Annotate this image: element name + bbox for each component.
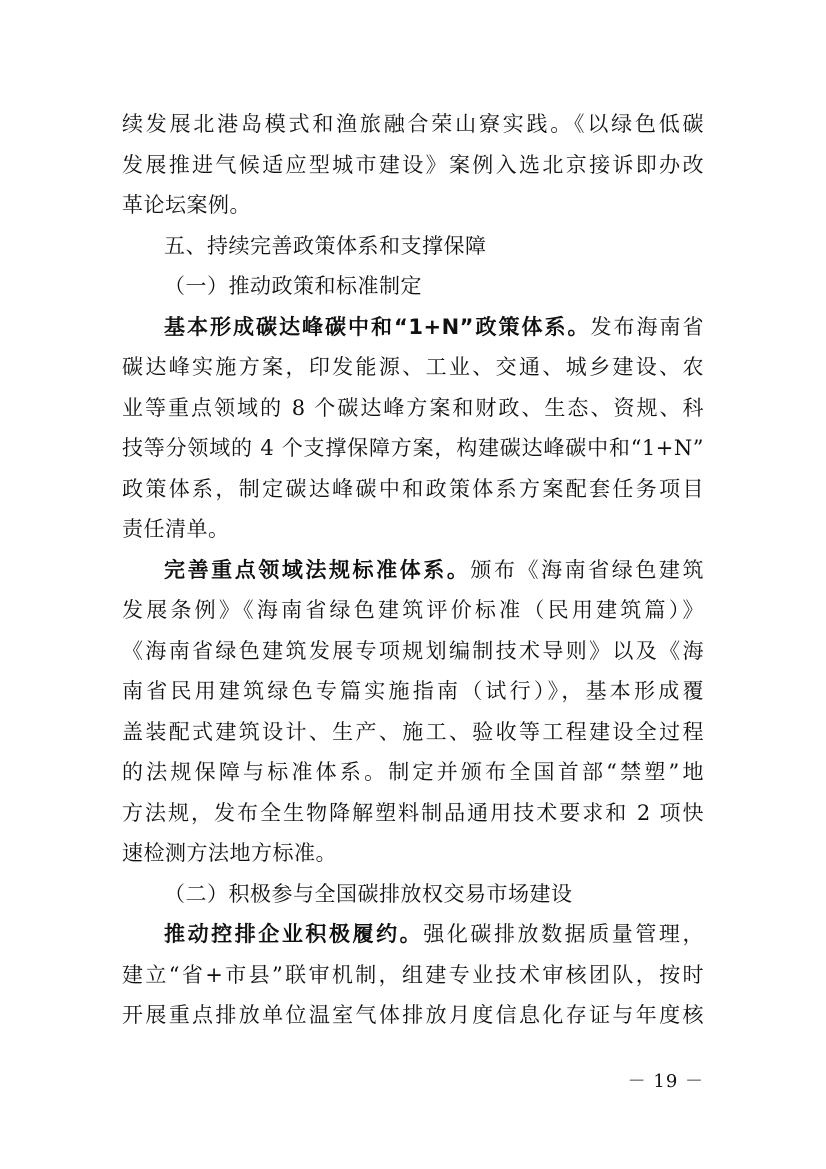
paragraph-text: 颁布《海南省绿色建筑 [470, 557, 705, 582]
text-line: 碳达峰实施方案，印发能源、工业、交通、城乡建设、农 [122, 355, 704, 379]
text-line: 开展重点排放单位温室气体排放月度信息化存证与年度核 [122, 1003, 704, 1027]
paragraph-first-line [122, 307, 704, 348]
text-line: 业等重点领域的 8 个碳达峰方案和财政、生态、资规、科 [122, 395, 704, 420]
paragraph-text: 强化碳排放数据质量管理， [423, 922, 704, 946]
paragraph-lead: 基本形成碳达峰碳中和“1+N”政策体系。 [164, 314, 591, 339]
text-line: 盖装配式建筑设计、生产、施工、验收等工程建设全过程 [122, 719, 704, 744]
text-line: 建立“省+市县”联审机制，组建专业技术审核团队，按时 [122, 962, 704, 987]
paragraph-first-line [122, 550, 704, 591]
page-number: － 19 － [627, 1071, 704, 1092]
text-line: 技等分领域的 4 个支撑保障方案，构建碳达峰碳中和“1+N” [122, 436, 704, 460]
text-line: 方法规，发布全生物降解塑料制品通用技术要求和 2 项快 [122, 800, 704, 825]
paragraph-first-line [122, 914, 704, 955]
text-line: 革论坛案例。 [122, 193, 251, 217]
text-line: 政策体系，制定碳达峰碳中和政策体系方案配套任务项目 [122, 476, 704, 501]
subsection-heading: （二）积极参与全国碳排放权交易市场建设 [164, 881, 573, 906]
text-line: 发展条例》《海南省绿色建筑评价标准（民用建筑篇）》 [122, 598, 704, 622]
subsection-heading: （一）推动政策和标准制定 [164, 274, 422, 298]
document-page [122, 104, 704, 1036]
text-line: 速检测方法地方标准。 [122, 841, 337, 865]
text-line: 《海南省绿色建筑发展专项规划编制技术导则》以及《海 [122, 638, 704, 663]
section-heading: 五、持续完善政策体系和支撑保障 [164, 233, 487, 258]
paragraph-text: 发布海南省 [590, 314, 705, 339]
paragraph-lead: 推动控排企业积极履约。 [164, 922, 424, 946]
paragraph-lead: 完善重点领域法规标准体系。 [164, 557, 471, 582]
text-line: 续发展北港岛模式和渔旅融合荣山寮实践。《以绿色低碳 [122, 112, 704, 136]
text-line: 南省民用建筑绿色专篇实施指南（试行）》，基本形成覆 [122, 679, 704, 703]
text-line: 发展推进气候适应型城市建设》案例入选北京接诉即办改 [122, 152, 704, 177]
text-line: 责任清单。 [122, 517, 230, 541]
text-line: 的法规保障与标准体系。制定并颁布全国首部“禁塑”地 [122, 760, 704, 784]
